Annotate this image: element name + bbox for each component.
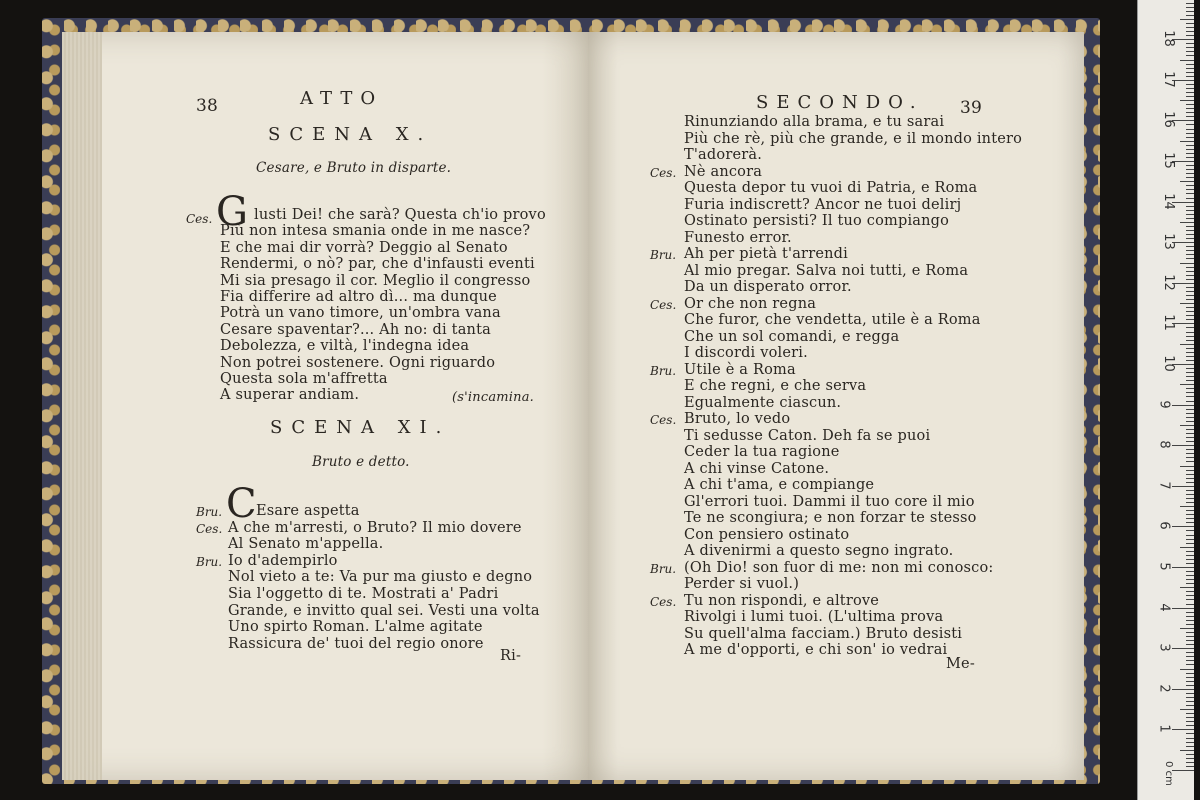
ruler-tick: [1186, 498, 1194, 499]
dialogue-line: Or che non regna: [684, 295, 817, 312]
ruler-tick: [1186, 697, 1194, 698]
ruler-tick: [1186, 539, 1194, 540]
ruler-tick: [1180, 181, 1194, 182]
ruler-tick: [1186, 563, 1194, 564]
ruler-tick: [1180, 547, 1194, 548]
ruler-tick: [1186, 388, 1194, 389]
ruler-tick: [1186, 677, 1194, 678]
ruler-tick: [1186, 336, 1194, 337]
ruler-tick: [1186, 437, 1194, 438]
dialogue-line: Gl'errori tuoi. Dammi il tuo core il mio: [684, 493, 975, 510]
ruler-tick: [1186, 68, 1194, 69]
dialogue-line: A chi vinse Catone.: [684, 460, 830, 477]
verse-line: Debolezza, e viltà, l'indegna idea: [220, 338, 470, 355]
ruler-tick: [1186, 206, 1194, 207]
ruler-tick: [1186, 129, 1194, 130]
ruler-tick: [1186, 72, 1194, 73]
ruler-tick: [1186, 96, 1194, 97]
ruler-tick: [1186, 291, 1194, 292]
ruler-tick: [1186, 429, 1194, 430]
ruler-tick: [1186, 738, 1194, 739]
dialogue-line: Questa depor tu vuoi di Patria, e Roma: [684, 180, 978, 196]
ruler-tick: [1186, 482, 1194, 483]
dialogue-line: Nol vieto a te: Va pur ma giusto e degno: [228, 569, 533, 586]
ruler-tick: [1180, 466, 1194, 467]
dialogue-line: Al mio pregar. Salva noi tutti, e Roma: [684, 262, 969, 279]
ruler-tick: [1186, 327, 1194, 328]
ruler-tick: [1186, 746, 1194, 747]
ruler-tick: [1186, 551, 1194, 552]
page-edges: [62, 32, 102, 780]
ruler-tick: [1186, 137, 1194, 138]
ruler-number: 6: [1156, 521, 1172, 531]
dialogue-line: Utile è a Roma: [684, 361, 796, 378]
ruler-tick: [1186, 701, 1194, 702]
dialogue-line: Ti sedusse Caton. Deh fa se puoi: [684, 427, 931, 444]
ruler-tick: [1186, 15, 1194, 16]
ruler-tick: [1180, 222, 1194, 223]
ruler-number: 11: [1160, 314, 1176, 332]
ruler-tick: [1186, 681, 1194, 682]
dialogue-line: Funesto error.: [684, 229, 792, 246]
ruler-number: 18: [1160, 30, 1176, 47]
speaker-label: Bru.: [650, 561, 677, 576]
ruler-tick: [1186, 725, 1194, 726]
ruler-tick: [1180, 506, 1194, 507]
right-page-number: 39: [960, 98, 983, 118]
ruler-number: 8: [1156, 440, 1172, 449]
ruler-tick: [1186, 721, 1194, 722]
verse-line: Rendermi, o nò? par, che d'infausti eventi: [220, 256, 535, 273]
ruler-tick: [1186, 616, 1194, 617]
ruler-tick: [1186, 112, 1194, 113]
ruler-tick: [1180, 709, 1194, 710]
verse-line: A superar andiam.: [220, 387, 360, 404]
dialogue-line: Ostinato persisti? Il tuo compiango: [684, 213, 950, 229]
ruler-tick: [1186, 474, 1194, 475]
ruler-tick: [1186, 514, 1194, 515]
ruler-tick: [1186, 108, 1194, 109]
ruler-tick: [1186, 185, 1194, 186]
ruler-tick: [1186, 717, 1194, 718]
verse-line: Questa sola m'affretta: [220, 371, 388, 387]
verse-line: Cesare spaventar?... Ah no: di tanta: [220, 321, 491, 338]
dialogue-line: Uno spirto Roman. L'alme agitate: [228, 619, 483, 636]
verse-line: Non potrei sostenere. Ogni riguardo: [220, 354, 496, 371]
ruler-tick: [1186, 368, 1194, 369]
ruler-tick: [1186, 417, 1194, 418]
ruler-tick: [1186, 35, 1194, 36]
ruler-tick: [1186, 664, 1194, 665]
ruler-tick: [1186, 250, 1194, 251]
ruler-tick: [1186, 673, 1194, 674]
speaker-label: Ces.: [650, 297, 677, 312]
ruler-tick: [1186, 762, 1194, 763]
left-page-number: 38: [196, 96, 219, 116]
ruler-tick: [1172, 405, 1194, 406]
verse-line: Mi sia presago il cor. Meglio il congresso: [220, 272, 531, 289]
speaker-label: Ces.: [650, 594, 677, 609]
ruler-tick: [1186, 116, 1194, 117]
ruler-tick: [1186, 352, 1194, 353]
ruler-tick: [1186, 457, 1194, 458]
ruler-tick: [1186, 104, 1194, 105]
left-catchword: Ri-: [500, 648, 522, 664]
ruler-tick: [1186, 571, 1194, 572]
dialogue-line: A me d'opporti, e chi son' io vedrai: [684, 642, 948, 658]
ruler-number: 3: [1156, 643, 1172, 652]
ruler-tick: [1180, 669, 1194, 670]
ruler-tick: [1186, 11, 1194, 12]
ruler-tick: [1186, 441, 1194, 442]
ruler-tick: [1186, 27, 1194, 28]
dialogue-line: Nè ancora: [684, 163, 763, 180]
ruler-tick: [1186, 620, 1194, 621]
ruler-tick: [1186, 644, 1194, 645]
ruler-tick: [1186, 246, 1194, 247]
ruler-tick: [1186, 92, 1194, 93]
ruler-tick: [1186, 494, 1194, 495]
ruler-tick: [1186, 157, 1194, 158]
dialogue-line: Grande, e invitto qual sei. Vesti una volta: [228, 602, 540, 619]
ruler-tick: [1186, 189, 1194, 190]
ruler-tick: [1180, 628, 1194, 629]
ruler-tick: [1186, 267, 1194, 268]
ruler-tick: [1186, 348, 1194, 349]
ruler-tick: [1180, 60, 1194, 61]
ruler-tick: [1186, 165, 1194, 166]
verse-line: Più non intesa smania onde in me nasce?: [220, 223, 531, 240]
ruler-tick: [1186, 583, 1194, 584]
ruler-tick: [1186, 55, 1194, 56]
ruler-tick: [1186, 433, 1194, 434]
ruler-tick: [1186, 559, 1194, 560]
ruler-tick: [1186, 76, 1194, 77]
ruler-tick: [1180, 303, 1194, 304]
ruler-tick: [1186, 535, 1194, 536]
ruler-tick: [1186, 295, 1194, 296]
left-running-head: ATTO: [300, 88, 384, 109]
ruler-tick: [1186, 218, 1194, 219]
ruler-tick: [1186, 238, 1194, 239]
ruler-tick: [1180, 750, 1194, 751]
ruler-tick: [1186, 198, 1194, 199]
right-running-head: SECONDO.: [756, 92, 924, 113]
ruler-tick: [1186, 43, 1194, 44]
speaker-label: Ces.: [650, 413, 677, 427]
ruler-number: 10: [1160, 355, 1176, 372]
ruler-tick: [1186, 502, 1194, 503]
dialogue-line: A che m'arresti, o Bruto? Il mio dovere: [228, 519, 522, 536]
ruler-tick: [1186, 340, 1194, 341]
ruler-tick: [1172, 689, 1194, 690]
ruler-tick: [1186, 632, 1194, 633]
ruler-tick: [1172, 526, 1194, 527]
ruler-number: 17: [1160, 71, 1176, 88]
ruler-tick: [1186, 396, 1194, 397]
ruler-tick: [1186, 51, 1194, 52]
ruler-tick: [1186, 522, 1194, 523]
scene-11-characters: Bruto e detto.: [312, 454, 410, 470]
ruler-tick: [1186, 693, 1194, 694]
ruler-tick: [1186, 254, 1194, 255]
ruler-tick: [1186, 733, 1194, 734]
dialogue-line: Al Senato m'appella.: [228, 536, 384, 553]
ruler-tick: [1186, 214, 1194, 215]
ruler-tick: [1186, 153, 1194, 154]
ruler-tick: [1186, 311, 1194, 312]
ruler-tick: [1186, 604, 1194, 605]
right-catchword: Me-: [946, 656, 975, 672]
ruler-tick: [1186, 31, 1194, 32]
ruler-tick: [1186, 7, 1194, 8]
speaker-label: Bru.: [196, 505, 223, 519]
ruler-tick: [1180, 384, 1194, 385]
ruler-tick: [1172, 770, 1194, 771]
ruler-tick: [1186, 758, 1194, 759]
ruler-tick: [1186, 169, 1194, 170]
ruler-tick: [1186, 543, 1194, 544]
ruler-tick: [1186, 636, 1194, 637]
ruler-tick: [1186, 660, 1194, 661]
ruler-tick: [1186, 47, 1194, 48]
ruler-tick: [1186, 599, 1194, 600]
ruler-number: 13: [1160, 233, 1176, 250]
ruler-tick: [1186, 234, 1194, 235]
ruler-tick: [1186, 287, 1194, 288]
ruler-tick: [1186, 421, 1194, 422]
ruler-tick: [1186, 413, 1194, 414]
ruler-tick: [1186, 612, 1194, 613]
ruler-tick: [1186, 275, 1194, 276]
ruler-tick: [1180, 263, 1194, 264]
stage-direction: (s'incamina.: [452, 390, 535, 405]
speaker-label: Ces.: [186, 212, 213, 226]
ruler-tick: [1186, 401, 1194, 402]
dialogue-line: Rassicura de' tuoi del regio onore: [228, 635, 484, 652]
ruler-tick: [1186, 173, 1194, 174]
ruler-tick: [1186, 461, 1194, 462]
ruler-number: 4: [1156, 602, 1172, 612]
dialogue-line: Rinunziando alla brama, e tu sarai: [684, 114, 945, 130]
verse-line: Potrà un vano timore, un'ombra vana: [220, 305, 501, 322]
ruler-tick: [1180, 587, 1194, 588]
ruler-tick: [1186, 652, 1194, 653]
ruler-tick: [1186, 124, 1194, 125]
ruler-tick: [1186, 579, 1194, 580]
ruler-number: 1: [1156, 724, 1172, 734]
dialogue-line: Su quell'alma facciam.) Bruto desisti: [684, 625, 963, 642]
ruler-tick: [1186, 210, 1194, 211]
ruler-tick: [1186, 145, 1194, 146]
ruler-tick: [1186, 555, 1194, 556]
ruler-tick: [1186, 470, 1194, 471]
ruler-tick: [1186, 380, 1194, 381]
verse-line: E che mai dir vorrà? Deggio al Senato: [220, 239, 508, 256]
ruler-tick: [1172, 608, 1194, 609]
dialogue-line: Bruto, lo vedo: [684, 411, 791, 427]
ruler-tick: [1186, 279, 1194, 280]
dialogue-line: I discordi voleri.: [684, 345, 808, 361]
ruler-tick: [1186, 258, 1194, 259]
ruler-tick: [1186, 177, 1194, 178]
ruler-tick: [1186, 595, 1194, 596]
dialogue-line: Egualmente ciascun.: [684, 394, 842, 411]
ruler-tick: [1186, 376, 1194, 377]
speaker-label: Bru.: [196, 554, 223, 569]
ruler-tick: [1180, 425, 1194, 426]
dialogue-line: Tu non rispondi, e altrove: [684, 592, 880, 609]
ruler-tick: [1186, 360, 1194, 361]
ruler-tick: [1180, 141, 1194, 142]
speaker-label: Ces.: [196, 521, 223, 536]
ruler-unit: 0 cm: [1162, 761, 1174, 786]
ruler-tick: [1186, 490, 1194, 491]
verse-line: lusti Dei! che sarà? Questa ch'io provo: [254, 207, 546, 223]
ruler-tick: [1186, 656, 1194, 657]
ruler-tick: [1186, 478, 1194, 479]
ruler-tick: [1186, 356, 1194, 357]
dialogue-line: T'adorerà.: [684, 147, 763, 163]
dialogue-line: A chi t'ama, e compiange: [684, 477, 875, 493]
ruler-tick: [1172, 486, 1194, 487]
verse-line: Fia differire ad altro dì... ma dunque: [220, 289, 497, 305]
dialogue-line: Più che rè, più che grande, e il mondo intero: [684, 130, 1023, 147]
ruler-tick: [1186, 591, 1194, 592]
dialogue-line: Furia indiscrett? Ancor ne tuoi delirj: [684, 196, 962, 213]
dialogue-line: Con pensiero ostinato: [684, 526, 850, 543]
ruler-tick: [1180, 344, 1194, 345]
ruler-number: 7: [1156, 481, 1172, 490]
ruler-tick: [1172, 729, 1194, 730]
drop-cap-c: C: [226, 481, 257, 527]
ruler-tick: [1180, 100, 1194, 101]
ruler-tick: [1186, 230, 1194, 231]
ruler-tick: [1186, 530, 1194, 531]
ruler-tick: [1172, 567, 1194, 568]
ruler-tick: [1186, 299, 1194, 300]
ruler-tick: [1186, 685, 1194, 686]
dialogue-line: Ah per pietà t'arrendi: [684, 246, 848, 262]
dialogue-line: Sia l'oggetto di te. Mostrati a' Padri: [228, 586, 499, 602]
ruler-tick: [1186, 332, 1194, 333]
dialogue-line: (Oh Dio! son fuor di me: non mi conosco:: [684, 559, 994, 576]
ruler-tick: [1186, 271, 1194, 272]
ruler-tick: [1186, 319, 1194, 320]
ruler-tick: [1186, 88, 1194, 89]
ruler-tick: [1186, 624, 1194, 625]
ruler-tick: [1186, 713, 1194, 714]
ruler-tick: [1186, 449, 1194, 450]
ruler-tick: [1186, 372, 1194, 373]
ruler-number: 12: [1160, 274, 1176, 291]
ruler-tick: [1172, 445, 1194, 446]
ruler-tick: [1186, 3, 1194, 4]
ruler-tick: [1186, 392, 1194, 393]
ruler-tick: [1186, 453, 1194, 454]
ruler-tick: [1186, 315, 1194, 316]
scene-10-characters: Cesare, e Bruto in disparte.: [256, 160, 452, 176]
speaker-label: Bru.: [650, 363, 677, 378]
ruler-tick: [1186, 766, 1194, 767]
speaker-label: Bru.: [650, 248, 677, 262]
ruler-tick: [1186, 742, 1194, 743]
speaker-label: Ces.: [650, 165, 677, 180]
ruler-tick: [1186, 133, 1194, 134]
dialogue-line: Io d'adempirlo: [228, 552, 338, 569]
ruler-tick: [1186, 84, 1194, 85]
ruler-tick: [1186, 575, 1194, 576]
ruler-tick: [1186, 705, 1194, 706]
ruler-tick: [1186, 64, 1194, 65]
scene-10-title: SCENA X.: [268, 124, 433, 145]
dialogue-line: Che un sol comandi, e regga: [684, 328, 900, 345]
dialogue-line: Te ne scongiura; e non forzar te stesso: [684, 510, 977, 526]
ruler-tick: [1186, 510, 1194, 511]
ruler-number: 2: [1156, 684, 1172, 693]
ruler-tick: [1186, 307, 1194, 308]
dialogue-line: Esare aspetta: [256, 503, 360, 519]
ruler-tick: [1186, 640, 1194, 641]
dialogue-line: Che furor, che vendetta, utile è a Roma: [684, 312, 981, 328]
dialogue-line: Da un disperato orror.: [684, 279, 852, 295]
ruler-tick: [1186, 193, 1194, 194]
ruler-number: 15: [1160, 152, 1176, 169]
measuring-ruler: [1137, 0, 1194, 800]
dialogue-line: Perder si vuol.): [684, 576, 800, 592]
dialogue-line: Rivolgi i lumi tuoi. (L'ultima prova: [684, 609, 944, 625]
dialogue-line: Ceder la tua ragione: [684, 444, 840, 460]
ruler-tick: [1186, 518, 1194, 519]
ruler-number: 14: [1160, 192, 1176, 210]
ruler-number: 16: [1160, 111, 1176, 129]
ruler-tick: [1180, 19, 1194, 20]
ruler-tick: [1186, 409, 1194, 410]
ruler-tick: [1186, 23, 1194, 24]
dialogue-line: E che regni, e che serva: [684, 378, 867, 394]
dialogue-line: A divenirmi a questo segno ingrato.: [684, 543, 954, 559]
ruler-number: 5: [1156, 562, 1172, 571]
ruler-tick: [1172, 648, 1194, 649]
drop-cap: G: [216, 189, 248, 235]
ruler-tick: [1186, 226, 1194, 227]
ruler-number: 9: [1156, 399, 1172, 409]
ruler-tick: [1186, 754, 1194, 755]
scene-11-title: SCENA XI.: [270, 417, 451, 438]
ruler-tick: [1186, 149, 1194, 150]
